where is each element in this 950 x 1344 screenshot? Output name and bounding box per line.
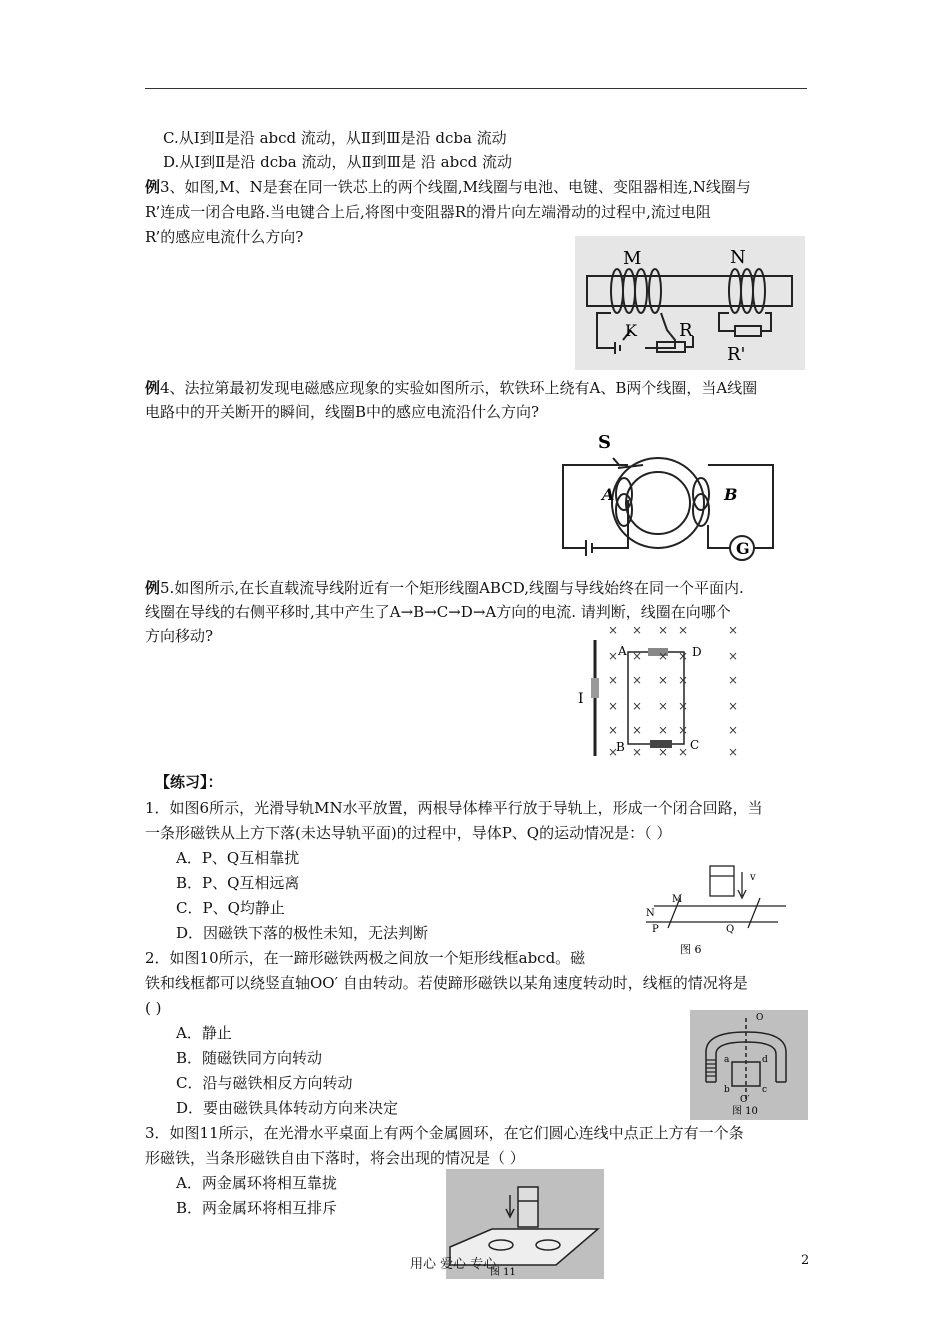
practice-2-option-d: D．要由磁铁具体转动方向来决定: [176, 1099, 399, 1117]
example-3-line-3: R’的感应电流什么方向?: [145, 228, 304, 246]
practice-1-option-c: C．P、Q均静止: [176, 899, 285, 917]
figure-10: [690, 1010, 808, 1120]
mn-coils-diagram: [575, 236, 805, 370]
label-m: M: [623, 248, 642, 269]
field-cross: ×: [632, 723, 643, 737]
example-3-line-2: R’连成一闭合电路.当电键合上后,将图中变阻器R的滑片向左端滑动的过程中,流过电阻: [145, 203, 711, 221]
practice-3-option-a: A．两金属环将相互靠拢: [176, 1174, 337, 1192]
practice-2-option-c: C．沿与磁铁相反方向转动: [176, 1074, 353, 1092]
field-cross: ×: [678, 723, 689, 737]
field-cross: ×: [608, 745, 619, 759]
field-cross: ×: [608, 623, 619, 637]
figure-6: [640, 858, 790, 958]
field-cross: ×: [658, 699, 669, 713]
label-i: I: [578, 691, 584, 707]
field-cross: ×: [608, 723, 619, 737]
label-c: c: [762, 1085, 768, 1095]
horseshoe-magnet-diagram: [690, 1010, 808, 1120]
field-cross: ×: [728, 623, 739, 637]
field-cross: ×: [608, 699, 619, 713]
field-cross: ×: [658, 745, 669, 759]
label-d: D: [692, 645, 702, 659]
example-text: 3、如图,M、N是套在同一铁芯上的两个线圈,M线圈与电池、电键、变阻器相连,N线圈与: [160, 178, 751, 196]
label-r-prime: R': [727, 344, 746, 365]
figure-11-caption: 图 11: [490, 1267, 516, 1278]
field-cross: ×: [678, 745, 689, 759]
field-cross: ×: [728, 699, 739, 713]
label-o-top: O: [756, 1013, 764, 1023]
footer-text: 用心 爱心 专心: [410, 1257, 497, 1272]
field-cross: ×: [658, 673, 669, 687]
practice-1-option-a: A．P、Q互相靠扰: [176, 849, 300, 867]
label-o-bottom: O′: [740, 1095, 750, 1105]
practice-1-option-d: D．因磁铁下落的极性未知，无法判断: [176, 924, 429, 942]
example-4-line-2: 电路中的开关断开的瞬间，线圈B中的感应电流沿什么方向?: [145, 403, 540, 421]
faraday-ring-diagram: [558, 430, 778, 570]
header-rule: [145, 88, 807, 89]
rails-magnet-diagram: [640, 858, 790, 958]
label-m: M: [672, 894, 683, 905]
figure-faraday-ring: [558, 430, 778, 570]
example-4-line-1: [145, 377, 757, 399]
label-q: Q: [726, 924, 735, 935]
figure-wire-loop: [570, 620, 750, 760]
field-cross: ×: [678, 699, 689, 713]
figure-mn-coils: [575, 236, 805, 370]
practice-2-option-b: B．随磁铁同方向转动: [176, 1049, 323, 1067]
label-p: P: [652, 924, 659, 935]
field-cross: ×: [678, 673, 689, 687]
option-d-prev: D.从Ⅰ到Ⅱ是沿 dcba 流动，从Ⅱ到Ⅲ是 沿 abcd 流动: [163, 153, 512, 171]
label-a: a: [724, 1055, 730, 1065]
field-cross: ×: [608, 673, 619, 687]
field-cross: ×: [678, 623, 689, 637]
practice-1-option-b: B．P、Q互相远离: [176, 874, 300, 892]
label-c: C: [690, 738, 700, 752]
field-cross: ×: [658, 723, 669, 737]
example-text: 4、法拉第最初发现电磁感应现象的实验如图所示，软铁环上绕有A、B两个线圈，当A线圈: [160, 379, 758, 397]
label-s: S: [598, 432, 611, 453]
practice-3-option-b: B．两金属环将相互排斥: [176, 1199, 338, 1217]
practice-3-line-2: 形磁铁，当条形磁铁自由下落时，将会出现的情况是（ ）: [145, 1149, 525, 1167]
example-label: 例: [145, 579, 161, 597]
field-cross: ×: [728, 745, 739, 759]
field-cross: ×: [608, 649, 619, 663]
figure-10-caption: 图 10: [732, 1106, 758, 1117]
field-cross: ×: [658, 623, 669, 637]
label-b: B: [724, 485, 738, 504]
practice-2-line-1: 2．如图10所示，在一蹄形磁铁两极之间放一个矩形线框abcd。磁: [145, 949, 586, 967]
example-5-line-3: 方向移动?: [145, 627, 214, 645]
wire-loop-diagram: [570, 620, 750, 760]
label-b: b: [724, 1085, 730, 1095]
practice-1-line-2: 一条形磁铁从上方下落(未达导轨平面)的过程中，导体P、Q的运动情况是：（ ）: [145, 824, 672, 842]
field-cross: ×: [728, 673, 739, 687]
option-c-prev: C.从Ⅰ到Ⅱ是沿 abcd 流动，从Ⅱ到Ⅲ是沿 dcba 流动: [163, 129, 507, 147]
practice-2-line-2: 铁和线框都可以绕竖直轴OO′ 自由转动。若使蹄形磁铁以某角速度转动时，线框的情况将是: [145, 974, 748, 992]
example-label: 例: [145, 379, 161, 397]
practice-2-option-a: A．静止: [176, 1024, 232, 1042]
label-n: N: [646, 908, 655, 919]
page-number: 2: [801, 1253, 810, 1268]
practice-heading: 【练习】：: [155, 773, 223, 791]
label-k: K: [625, 321, 637, 340]
label-v: v: [750, 872, 756, 883]
label-a: A: [618, 644, 627, 658]
label-d: d: [762, 1055, 768, 1065]
label-n: N: [730, 247, 746, 268]
example-5-line-2: 线圈在导线的右侧平移时,其中产生了A→B→C→D→A方向的电流. 请判断，线圈在向哪个: [145, 603, 731, 621]
label-a: A: [602, 485, 615, 504]
field-cross: ×: [632, 649, 643, 663]
field-cross: ×: [728, 723, 739, 737]
label-g: G: [736, 539, 750, 558]
label-r: R: [679, 320, 693, 341]
practice-3-line-1: 3．如图11所示，在光滑水平桌面上有两个金属圆环，在它们圆心连线中点正上方有一个条: [145, 1124, 744, 1142]
label-b: B: [616, 740, 625, 754]
field-cross: ×: [678, 649, 689, 663]
practice-1-line-1: 1．如图6所示，光滑导轨MN水平放置，两根导体棒平行放于导轨上，形成一个闭合回路，当: [145, 799, 763, 817]
example-3-line-1: [145, 176, 751, 198]
field-cross: ×: [658, 649, 669, 663]
example-text: 5.如图所示,在长直载流导线附近有一个矩形线圈ABCD,线圈与导线始终在同一个平面内.: [160, 579, 744, 597]
field-cross: ×: [728, 649, 739, 663]
field-cross: ×: [632, 673, 643, 687]
practice-2-line-3: ( ): [145, 999, 162, 1017]
figure-6-caption: 图 6: [680, 943, 702, 956]
field-cross: ×: [632, 623, 643, 637]
example-label: 例: [145, 178, 161, 196]
field-cross: ×: [632, 699, 643, 713]
example-5-line-1: [145, 577, 744, 599]
field-cross: ×: [632, 745, 643, 759]
